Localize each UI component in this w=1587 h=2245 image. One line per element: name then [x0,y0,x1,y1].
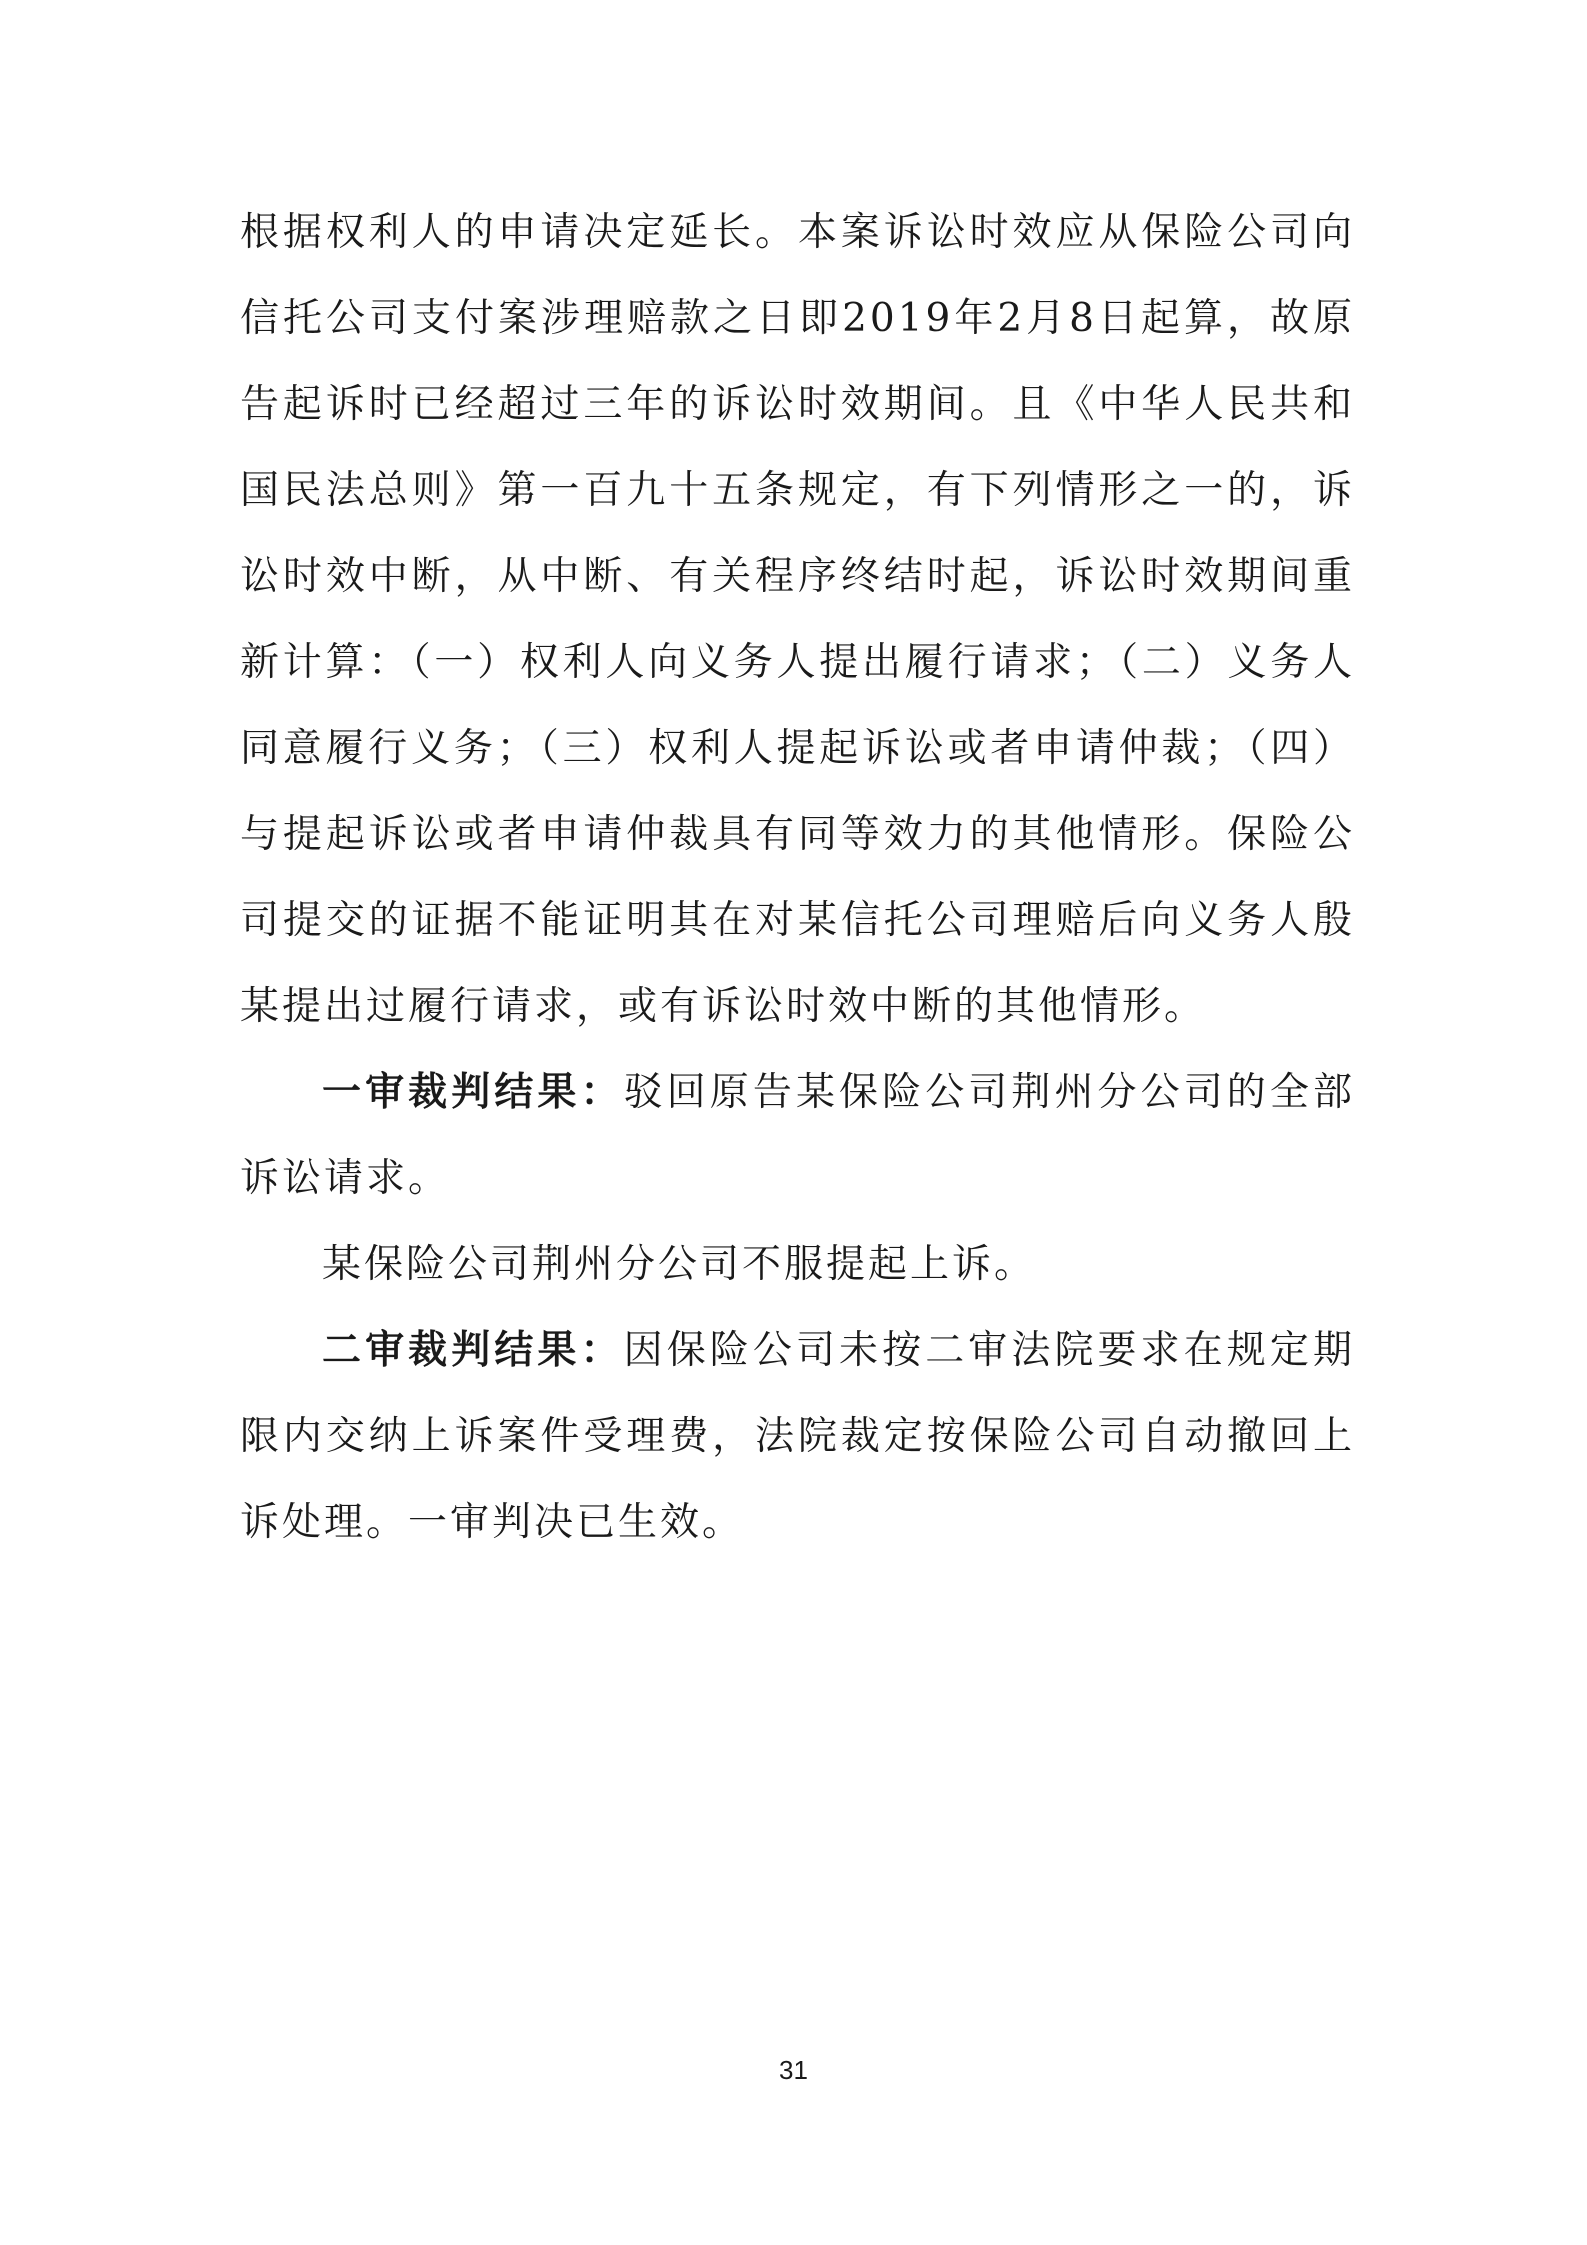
paragraph-second-instance-result [240,1308,1355,1566]
second-instance-heading: 二审裁判结果： [322,1328,624,1373]
paragraph-first-instance-result [240,1050,1355,1222]
paragraph-text: 某保险公司荆州分公司不服提起上诉。 [322,1242,1037,1287]
paragraph-text: 根据权利人的申请决定延长。本案诉讼时效应从保险公司向信托公司支付案涉理赔款之日即2019年2月8日起算，故原告起诉时已经超过三年的诉讼时效期间。且《中华人民共和国民法总则》第一百九十五条规定，有下列情形之一的，诉讼时效中断，从中断、有关程序终结时起，诉讼时效期间重新计算：（一）权利人向义务人提出履行请求；（二）义务人同意履行义务；（三）权利人提起诉讼或者申请仲裁；（四）与提起诉讼或者申请仲裁具有同等效力的其他情形。保险公司提交的证据不能证明其在对某信托公司理赔后向义务人殷某提出过履行请求，或有诉讼时效中断的其他情形。 [240,210,1355,1029]
document-body [240,190,1355,1566]
page-number: 31 [779,2055,808,2085]
paragraph-limitation-period [240,190,1355,1050]
paragraph-appeal [240,1222,1355,1308]
first-instance-heading: 一审裁判结果： [322,1070,624,1115]
paragraph-text: 因保险公司未按二审法院要求在规定期限内交纳上诉案件受理费，法院裁定按保险公司自动撤回上诉处理。一审判决已生效。 [240,1328,1355,1545]
paragraph-text: 驳回原告某保险公司荆州分公司的全部诉讼请求。 [240,1070,1355,1201]
